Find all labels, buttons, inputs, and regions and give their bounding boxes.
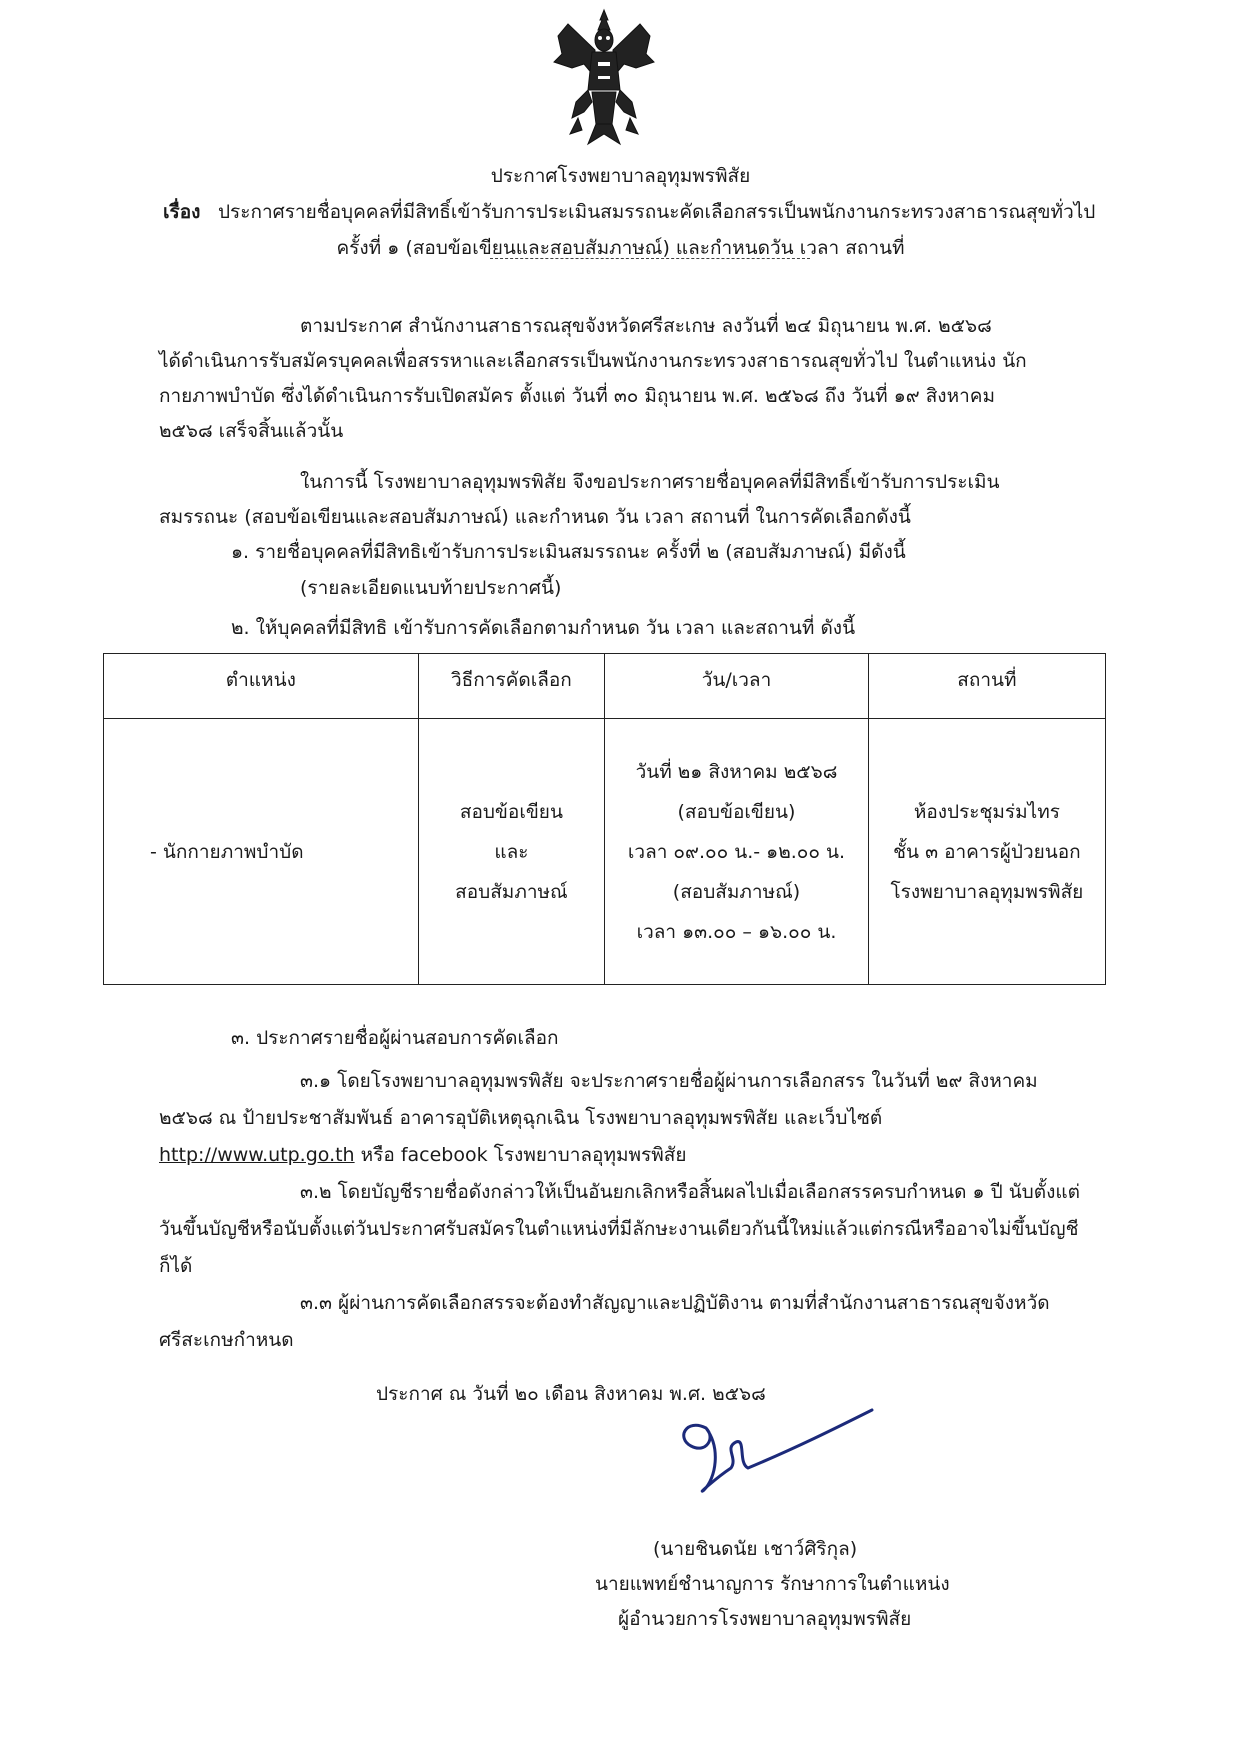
table-header-row — [104, 654, 1106, 719]
header-place: สถานที่ — [868, 654, 1105, 719]
datetime-line: เวลา ๑๓.๐๐ – ๑๖.๐๐ น. — [636, 920, 837, 943]
intro-p1-line-3: กายภาพบำบัด ซึ่งได้ดำเนินการรับเปิดสมัคร ตั้งแต่ วันที่ ๓๐ มิถุนายน พ.ศ. ๒๕๖๘ ถึง วันที่ ๑๙ สิงหาคม — [159, 385, 996, 407]
item-1: ๑. รายชื่อบุคคลที่มีสิทธิเข้ารับการประเมินสมรรถนะ ครั้งที่ ๒ (สอบสัมภาษณ์) มีดังนี้ — [231, 541, 906, 563]
intro-p1-line-2: ได้ดำเนินการรับสมัครบุคคลเพื่อสรรหาและเลือกสรรเป็นพนักงานกระทรวงสาธารณสุขทั่วไป ในตำแหน่ง นัก — [159, 350, 1027, 372]
subject-line-1: ประกาศรายชื่อบุคคลที่มีสิทธิ์เข้ารับการประเมินสมรรถนะคัดเลือกสรรเป็นพนักงานกระทรวงสาธารณสุขทั่วไป — [218, 201, 1096, 223]
datetime-line: เวลา ๐๙.๐๐ น.- ๑๒.๐๐ น. — [627, 840, 846, 863]
item-1-note: (รายละเอียดแนบท้ายประกาศนี้) — [300, 577, 562, 599]
signer-title-1: นายแพทย์ชำนาญการ รักษาการในตำแหน่ง — [595, 1573, 950, 1595]
cell-position: - นักกายภาพบำบัด — [104, 719, 419, 985]
subject-label — [163, 200, 200, 224]
garuda-emblem-icon — [548, 6, 660, 156]
cell-place — [868, 719, 1105, 985]
signer-title-2: ผู้อำนวยการโรงพยาบาลอุทุมพรพิสัย — [618, 1608, 912, 1630]
item-2: ๒. ให้บุคคลที่มีสิทธิ เข้ารับการคัดเลือกตามกำหนด วัน เวลา และสถานที่ ดังนี้ — [231, 617, 856, 639]
section-3-2-line-2: วันขึ้นบัญชีหรือนับตั้งแต่วันประกาศรับสมัครในตำแหน่งที่มีลักษะงานเดียวกันนี้ใหม่แล้วแต่กรณีหรืออาจไม่ขึ้นบัญชี — [159, 1218, 1079, 1240]
schedule-table — [103, 653, 1106, 985]
header-method: วิธีการคัดเลือก — [418, 654, 605, 719]
header-position: ตำแหน่ง — [104, 654, 419, 719]
signer-name: (นายชินดนัย เชาว์ศิริกุล) — [653, 1538, 858, 1560]
intro-p1-line-4: ๒๕๖๘ เสร็จสิ้นแล้วนั้น — [159, 420, 344, 442]
section-3-2-line-3: ก็ได้ — [159, 1255, 193, 1277]
section-3-1-line-2: ๒๕๖๘ ณ ป้ายประชาสัมพันธ์ อาคารอุบัติเหตุฉุกเฉิน โรงพยาบาลอุทุมพรพิสัย และเว็บไซต์ — [159, 1107, 883, 1129]
header-divider — [490, 258, 810, 259]
cell-method — [418, 719, 605, 985]
section-3-title: ๓. ประกาศรายชื่อผู้ผ่านสอบการคัดเลือก — [231, 1027, 559, 1049]
method-line: สอบสัมภาษณ์ — [455, 880, 568, 903]
section-3-3-line-2: ศรีสะเกษกำหนด — [159, 1329, 294, 1351]
website-link[interactable]: http://www.utp.go.th — [159, 1144, 355, 1166]
issuer-line: ประกาศโรงพยาบาลอุทุมพรพิสัย — [490, 165, 751, 187]
section-3-2-line-1: ๓.๒ โดยบัญชีรายชื่อดังกล่าวให้เป็นอันยกเลิกหรือสิ้นผลไปเมื่อเลือกสรรครบกำหนด ๑ ปี นับตั้งแต่ — [300, 1181, 1080, 1203]
method-line: สอบข้อเขียน — [459, 800, 563, 823]
signature — [676, 1408, 876, 1498]
place-line: ห้องประชุมร่มไทร — [913, 800, 1060, 823]
intro-p1-line-1: ตามประกาศ สำนักงานสาธารณสุขจังหวัดศรีสะเกษ ลงวันที่ ๒๔ มิถุนายน พ.ศ. ๒๕๖๘ — [300, 315, 992, 337]
table-row — [104, 719, 1106, 985]
intro-p2-line-1: ในการนี้ โรงพยาบาลอุทุมพรพิสัย จึงขอประกาศรายชื่อบุคคลที่มีสิทธิ์เข้ารับการประเมิน — [300, 471, 1000, 493]
datetime-line: วันที่ ๒๑ สิงหาคม ๒๕๖๘ — [635, 760, 838, 783]
datetime-line: (สอบสัมภาษณ์) — [672, 880, 801, 903]
subject-line-2: ครั้งที่ ๑ (สอบข้อเขียนและสอบสัมภาษณ์) และกำหนดวัน เวลา สถานที่ — [336, 237, 905, 259]
announce-date: ประกาศ ณ วันที่ ๒๐ เดือน สิงหาคม พ.ศ. ๒๕๖๘ — [376, 1383, 766, 1405]
section-3-3-line-1: ๓.๓ ผู้ผ่านการคัดเลือกสรรจะต้องทำสัญญาและปฏิบัติงาน ตามที่สำนักงานสาธารณสุขจังหวัด — [300, 1292, 1050, 1314]
section-3-1-line-1: ๓.๑ โดยโรงพยาบาลอุทุมพรพิสัย จะประกาศรายชื่อผู้ผ่านการเลือกสรร ในวันที่ ๒๙ สิงหาคม — [300, 1070, 1038, 1092]
datetime-line: (สอบข้อเขียน) — [677, 800, 796, 823]
place-line: ชั้น ๓ อาคารผู้ป่วยนอก — [893, 840, 1081, 863]
section-3-1-line-3 — [159, 1143, 686, 1167]
subject-label-text: เรื่อง — [163, 201, 201, 223]
section-3-1-tail: หรือ facebook โรงพยาบาลอุทุมพรพิสัย — [354, 1144, 687, 1166]
method-line: และ — [494, 840, 529, 863]
header-datetime: วัน/เวลา — [605, 654, 869, 719]
intro-p2-line-2: สมรรถนะ (สอบข้อเขียนและสอบสัมภาษณ์) และกำหนด วัน เวลา สถานที่ ในการคัดเลือกดังนี้ — [159, 506, 911, 528]
cell-datetime — [605, 719, 869, 985]
place-line: โรงพยาบาลอุทุมพรพิสัย — [890, 880, 1084, 903]
